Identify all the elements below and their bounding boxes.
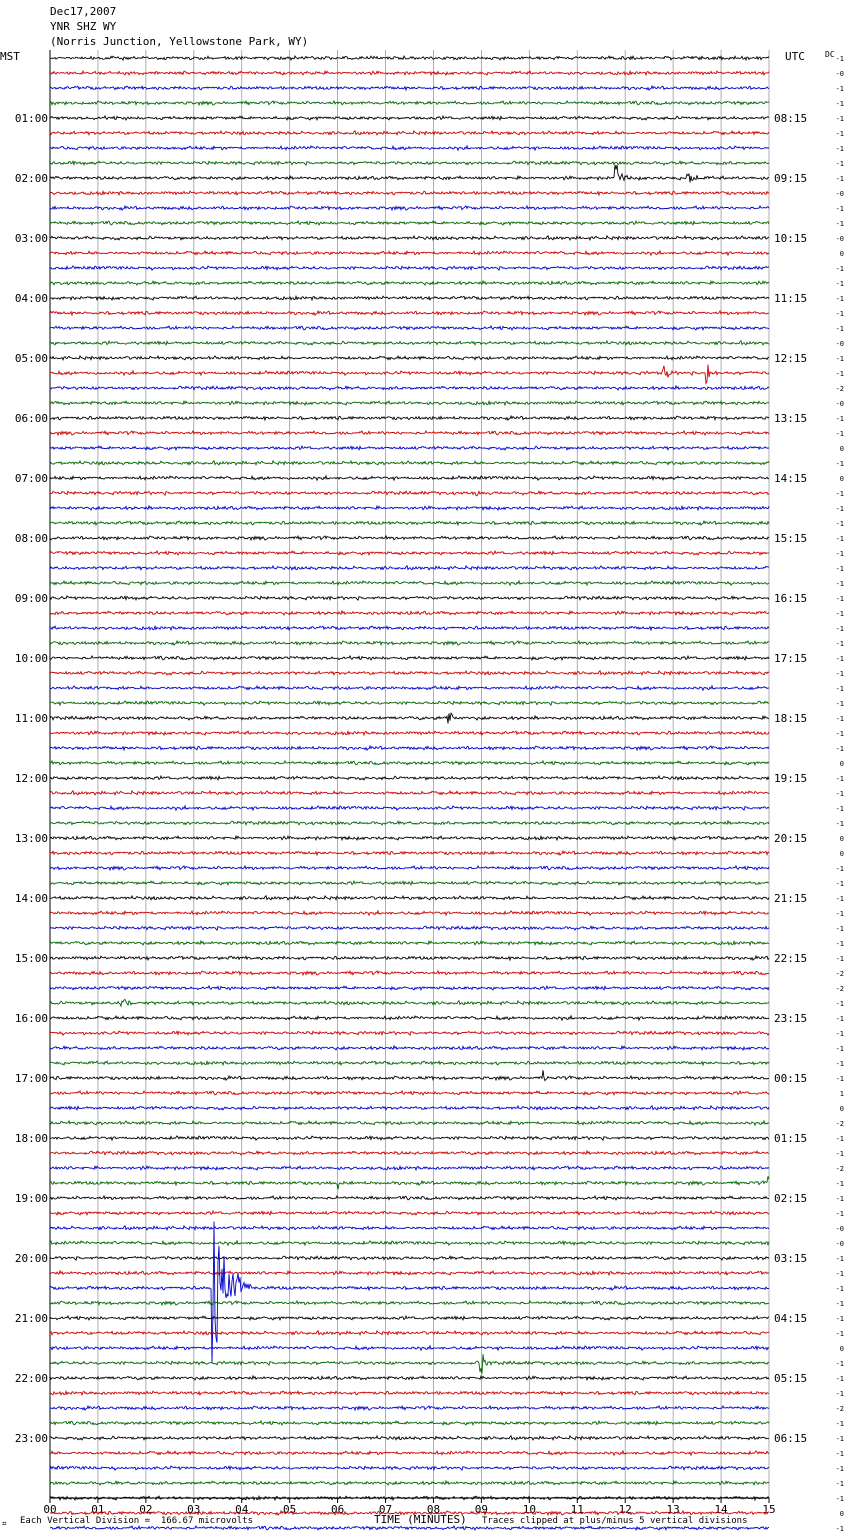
trace-line (50, 191, 769, 195)
dc-offset-label: 0 (839, 475, 844, 483)
trace-line (50, 671, 769, 675)
mst-hour-label: 15:00 (14, 952, 48, 965)
utc-hour-label: 01:15 (774, 1132, 808, 1145)
trace-line (50, 131, 769, 135)
trace-line (50, 821, 769, 825)
trace-line (50, 416, 769, 420)
trace-line (50, 1226, 769, 1230)
trace-line (50, 165, 769, 183)
dc-offset-label: -1 (835, 1030, 844, 1038)
trace-line (50, 401, 769, 405)
trace-line (50, 116, 769, 120)
trace-line (50, 1346, 769, 1350)
trace-line (50, 1301, 769, 1305)
dc-offset-label: -1 (835, 595, 844, 603)
mst-hour-label: 02:00 (14, 172, 48, 185)
dc-offset-label: -1 (835, 1045, 844, 1053)
utc-hour-label: 00:15 (774, 1072, 808, 1085)
trace-line (50, 836, 769, 840)
trace-line (50, 881, 769, 885)
trace-line (50, 926, 769, 930)
dc-offset-label: 0 (839, 1510, 844, 1518)
trace-line (50, 221, 769, 225)
trace-line (50, 1061, 769, 1065)
dc-offset-label: -1 (835, 415, 844, 423)
dc-offset-label: -1 (835, 205, 844, 213)
dc-offset-label: -2 (835, 970, 844, 978)
dc-offset-label: -1 (835, 790, 844, 798)
dc-offset-label: -1 (835, 1330, 844, 1338)
dc-offset-label: -0 (835, 190, 844, 198)
trace-line (50, 1466, 769, 1470)
trace-line (50, 1354, 769, 1374)
minute-tick-label: 08 (426, 1503, 441, 1516)
dc-offset-label: -2 (835, 385, 844, 393)
station-location: (Norris Junction, Yellowstone Park, WY) (50, 35, 309, 48)
dc-offset-label: -1 (835, 640, 844, 648)
dc-offset-label: -1 (835, 460, 844, 468)
trace-line (50, 521, 769, 525)
dc-offset-label: -1 (835, 1435, 844, 1443)
trace-line (50, 161, 769, 165)
trace-line (50, 656, 769, 660)
trace-line (50, 386, 769, 390)
trace-line (50, 551, 769, 555)
trace-line (50, 596, 769, 600)
dc-offset-label: -1 (835, 625, 844, 633)
mst-hour-label: 08:00 (14, 532, 48, 545)
utc-hour-label: 18:15 (774, 712, 808, 725)
utc-hour-label: 19:15 (774, 772, 808, 785)
dc-offset-label: -1 (835, 940, 844, 948)
dc-offset-label: -1 (835, 805, 844, 813)
utc-hour-label: 09:15 (774, 172, 808, 185)
dc-offset-label: -1 (835, 130, 844, 138)
trace-line (50, 461, 769, 465)
dc-offset-label: -1 (835, 280, 844, 288)
trace-line (50, 206, 769, 210)
minute-tick-label: 06 (330, 1503, 345, 1516)
scale-note: Each Vertical Division = 166.67 microvolts (20, 1516, 253, 1526)
dc-offset-label: -0 (835, 1225, 844, 1233)
utc-hour-label: 08:15 (774, 112, 808, 125)
dc-offset-label: -0 (835, 235, 844, 243)
dc-offset-label: -1 (835, 925, 844, 933)
dc-offset-label: 0 (839, 850, 844, 858)
trace-line (50, 791, 769, 795)
minute-tick-label: 04 (235, 1503, 249, 1516)
dc-offset-label: -1 (835, 1360, 844, 1368)
dc-offset-label: -1 (835, 1450, 844, 1458)
trace-line (50, 326, 769, 330)
dc-offset-label: -1 (835, 1420, 844, 1428)
trace-line (50, 986, 769, 990)
mst-hour-label: 06:00 (14, 412, 48, 425)
dc-offset-label: -1 (835, 1180, 844, 1188)
trace-line (50, 806, 769, 810)
plot-date: Dec17,2007 (50, 5, 117, 18)
dc-offset-label: -1 (835, 1135, 844, 1143)
minute-tick-label: 11 (570, 1503, 584, 1516)
dc-offset-label: -1 (835, 1285, 844, 1293)
dc-offset-label: -1 (835, 325, 844, 333)
dc-offset-label: -1 (835, 1270, 844, 1278)
dc-offset-label: -1 (835, 700, 844, 708)
trace-line (50, 1000, 769, 1007)
dc-offset-label: -1 (835, 520, 844, 528)
mst-hour-label: 04:00 (14, 292, 48, 305)
dc-offset-label: -1 (835, 685, 844, 693)
dc-offset-label: -2 (835, 1405, 844, 1413)
utc-hour-label: 16:15 (774, 592, 808, 605)
dc-offset-label: -1 (835, 1525, 844, 1533)
dc-offset-label: -2 (835, 1120, 844, 1128)
minute-tick-label: 09 (474, 1503, 489, 1516)
dc-offset-label: -2 (835, 1165, 844, 1173)
dc-offset-label: -1 (835, 490, 844, 498)
dc-offset-label: -1 (835, 55, 844, 63)
dc-offset-label: -1 (835, 310, 844, 318)
dc-offset-label: -1 (835, 265, 844, 273)
utc-hour-label: 03:15 (774, 1252, 808, 1265)
trace-line (50, 341, 769, 345)
dc-offset-label: -1 (835, 145, 844, 153)
dc-offset-label: -1 (835, 430, 844, 438)
station-code: YNR SHZ WY (50, 20, 117, 33)
dc-offset-label: -1 (835, 1390, 844, 1398)
mst-hour-label: 23:00 (14, 1432, 48, 1445)
dc-offset-label: -0 (835, 1240, 844, 1248)
trace-line (50, 56, 769, 60)
trace-line (50, 1526, 769, 1530)
trace-line (50, 536, 769, 540)
trace-line (50, 311, 769, 315)
trace-line (50, 641, 769, 645)
mst-hour-label: 09:00 (14, 592, 48, 605)
dc-offset-label: -1 (835, 610, 844, 618)
dc-offset-label: -0 (835, 340, 844, 348)
dc-offset-label: -1 (835, 670, 844, 678)
dc-offset-label: -1 (835, 1375, 844, 1383)
utc-hour-label: 06:15 (774, 1432, 808, 1445)
dc-offset-label: -1 (835, 880, 844, 888)
trace-line (50, 1151, 769, 1155)
mst-hour-label: 07:00 (14, 472, 48, 485)
utc-hour-label: 12:15 (774, 352, 808, 365)
trace-line (50, 1241, 769, 1245)
trace-line (50, 1436, 769, 1440)
minute-tick-label: 02 (139, 1503, 153, 1516)
trace-line (50, 281, 769, 285)
utc-hour-label: 22:15 (774, 952, 808, 965)
mst-hour-label: 17:00 (14, 1072, 48, 1085)
trace-line (50, 611, 769, 615)
trace-line (50, 476, 769, 480)
minute-tick-label: 05 (283, 1503, 297, 1516)
trace-line (50, 266, 769, 270)
utc-hour-label: 13:15 (774, 412, 808, 425)
trace-line (50, 1166, 769, 1170)
trace-line (50, 941, 769, 945)
dc-offset-label: -1 (835, 505, 844, 513)
trace-line (50, 1451, 769, 1455)
minute-tick-label: 03 (187, 1503, 201, 1516)
mst-hour-label: 16:00 (14, 1012, 48, 1025)
minute-tick-label: 07 (378, 1503, 393, 1516)
dc-offset-label: -1 (835, 160, 844, 168)
minute-tick-label: 01 (91, 1503, 105, 1516)
dc-offset-label: -1 (835, 295, 844, 303)
trace-line (50, 1331, 769, 1335)
trace-line (50, 746, 769, 750)
mst-hour-label: 10:00 (14, 652, 48, 665)
trace-line (50, 713, 769, 723)
utc-hour-label: 15:15 (774, 532, 808, 545)
trace-line (50, 626, 769, 630)
mst-hour-label: 18:00 (14, 1132, 48, 1145)
mst-hour-label: 11:00 (14, 712, 48, 725)
utc-hour-label: 11:15 (774, 292, 808, 305)
trace-line (50, 506, 769, 510)
dc-offset-label: -1 (835, 1300, 844, 1308)
trace-line (50, 1070, 769, 1080)
trace-line (50, 365, 769, 384)
mst-hour-label: 20:00 (14, 1252, 48, 1265)
trace-line (50, 1256, 769, 1260)
mst-hour-label: 01:00 (14, 112, 48, 125)
trace-line (50, 101, 769, 105)
trace-line (50, 146, 769, 150)
dc-offset-label: -1 (835, 100, 844, 108)
dc-offset-label: -1 (835, 85, 844, 93)
dc-offset-label: -1 (835, 1075, 844, 1083)
dc-offset-label: -1 (835, 1480, 844, 1488)
dc-offset-label: -1 (835, 1060, 844, 1068)
trace-line (50, 731, 769, 735)
trace-line (50, 776, 769, 780)
dc-offset-label: -1 (835, 1150, 844, 1158)
trace-line (50, 851, 769, 855)
trace-line (50, 1031, 769, 1035)
trace-line (50, 686, 769, 690)
trace-line (50, 1046, 769, 1050)
trace-line (50, 701, 769, 705)
mst-hour-label: 14:00 (14, 892, 48, 905)
trace-line (50, 761, 769, 765)
dc-offset-label: -1 (835, 655, 844, 663)
dc-offset-label: -1 (835, 910, 844, 918)
trace-line (50, 581, 769, 585)
dc-offset-label: -1 (835, 775, 844, 783)
dc-offset-label: 0 (839, 1345, 844, 1353)
trace-line (50, 1211, 769, 1215)
dc-offset-label: -1 (835, 820, 844, 828)
dc-offset-label: -0 (835, 70, 844, 78)
utc-hour-label: 20:15 (774, 832, 808, 845)
trace-line (50, 1481, 769, 1485)
dc-offset-label: -1 (835, 1000, 844, 1008)
minute-tick-label: 15 (762, 1503, 776, 1516)
dc-offset-label: -1 (835, 1195, 844, 1203)
dc-offset-label: -1 (835, 1210, 844, 1218)
trace-line (50, 1316, 769, 1320)
minute-tick-label: 14 (714, 1503, 728, 1516)
dc-offset-label: -2 (835, 985, 844, 993)
dc-label: DC (825, 50, 835, 59)
dc-offset-label: 1 (839, 1090, 844, 1098)
utc-hour-label: 10:15 (774, 232, 808, 245)
mst-hour-label: 13:00 (14, 832, 48, 845)
dc-offset-label: -1 (835, 580, 844, 588)
dc-offset-label: 0 (839, 1105, 844, 1113)
trace-line (50, 971, 769, 975)
dc-offset-label: -1 (835, 565, 844, 573)
corner-mark: ⌗ (2, 1519, 7, 1528)
clip-note: Traces clipped at plus/minus 5 vertical divisions (482, 1516, 748, 1526)
dc-offset-label: -1 (835, 535, 844, 543)
trace-line (50, 1106, 769, 1110)
trace-line (50, 491, 769, 496)
mst-hour-label: 22:00 (14, 1372, 48, 1385)
dc-offset-label: -1 (835, 730, 844, 738)
dc-offset-label: -1 (835, 175, 844, 183)
trace-line (50, 911, 769, 915)
dc-offset-label: 0 (839, 250, 844, 258)
dc-offset-label: -1 (835, 115, 844, 123)
trace-line (50, 446, 769, 450)
dc-offset-label: -1 (835, 220, 844, 228)
dc-offset-label: -1 (835, 550, 844, 558)
utc-hour-label: 17:15 (774, 652, 808, 665)
dc-offset-label: -1 (835, 370, 844, 378)
trace-line (50, 356, 769, 360)
mst-hour-label: 12:00 (14, 772, 48, 785)
mst-hour-label: 05:00 (14, 352, 48, 365)
trace-line (50, 1016, 769, 1020)
utc-hour-label: 21:15 (774, 892, 808, 905)
trace-line (50, 1136, 769, 1140)
dc-offset-label: 0 (839, 835, 844, 843)
trace-line (50, 86, 769, 90)
left-timezone: MST (0, 50, 20, 63)
dc-offset-label: -1 (835, 1255, 844, 1263)
trace-line (50, 71, 769, 75)
trace-line (50, 251, 769, 255)
utc-hour-label: 23:15 (774, 1012, 808, 1025)
minute-tick-label: 12 (618, 1503, 632, 1516)
x-axis-label: TIME (MINUTES) (374, 1513, 467, 1526)
trace-line (50, 1121, 769, 1125)
dc-offset-label: -1 (835, 715, 844, 723)
trace-line (50, 866, 769, 870)
minute-tick-label: 13 (666, 1503, 680, 1516)
trace-line (50, 1421, 769, 1425)
trace-line (50, 956, 769, 960)
mst-hour-label: 21:00 (14, 1312, 48, 1325)
utc-hour-label: 05:15 (774, 1372, 808, 1385)
utc-hour-label: 04:15 (774, 1312, 808, 1325)
utc-hour-label: 14:15 (774, 472, 808, 485)
minute-tick-label: 10 (522, 1503, 536, 1516)
utc-hour-label: 02:15 (774, 1192, 808, 1205)
dc-offset-label: 0 (839, 760, 844, 768)
dc-offset-label: -1 (835, 1495, 844, 1503)
dc-offset-label: 0 (839, 445, 844, 453)
right-timezone: UTC (785, 50, 805, 63)
trace-line (50, 296, 769, 300)
dc-offset-label: -1 (835, 745, 844, 753)
dc-offset-label: -1 (835, 355, 844, 363)
trace-line (50, 896, 769, 900)
dc-offset-label: -0 (835, 400, 844, 408)
trace-line (50, 1196, 769, 1200)
trace-line (50, 431, 769, 435)
dc-offset-label: -1 (835, 1465, 844, 1473)
trace-line (50, 566, 769, 570)
dc-offset-label: -1 (835, 955, 844, 963)
trace-line (50, 236, 769, 240)
mst-hour-label: 19:00 (14, 1192, 48, 1205)
trace-line (50, 1376, 769, 1380)
trace-line (50, 1391, 769, 1395)
dc-offset-label: -1 (835, 1315, 844, 1323)
trace-line (50, 1406, 769, 1410)
mst-hour-label: 03:00 (14, 232, 48, 245)
dc-offset-label: -1 (835, 895, 844, 903)
dc-offset-label: -1 (835, 1015, 844, 1023)
trace-line (50, 1271, 769, 1275)
trace-line (50, 1091, 769, 1095)
dc-offset-label: -1 (835, 865, 844, 873)
minute-tick-label: 00 (43, 1503, 57, 1516)
trace-line (50, 1496, 769, 1500)
trace-line (50, 1176, 769, 1189)
